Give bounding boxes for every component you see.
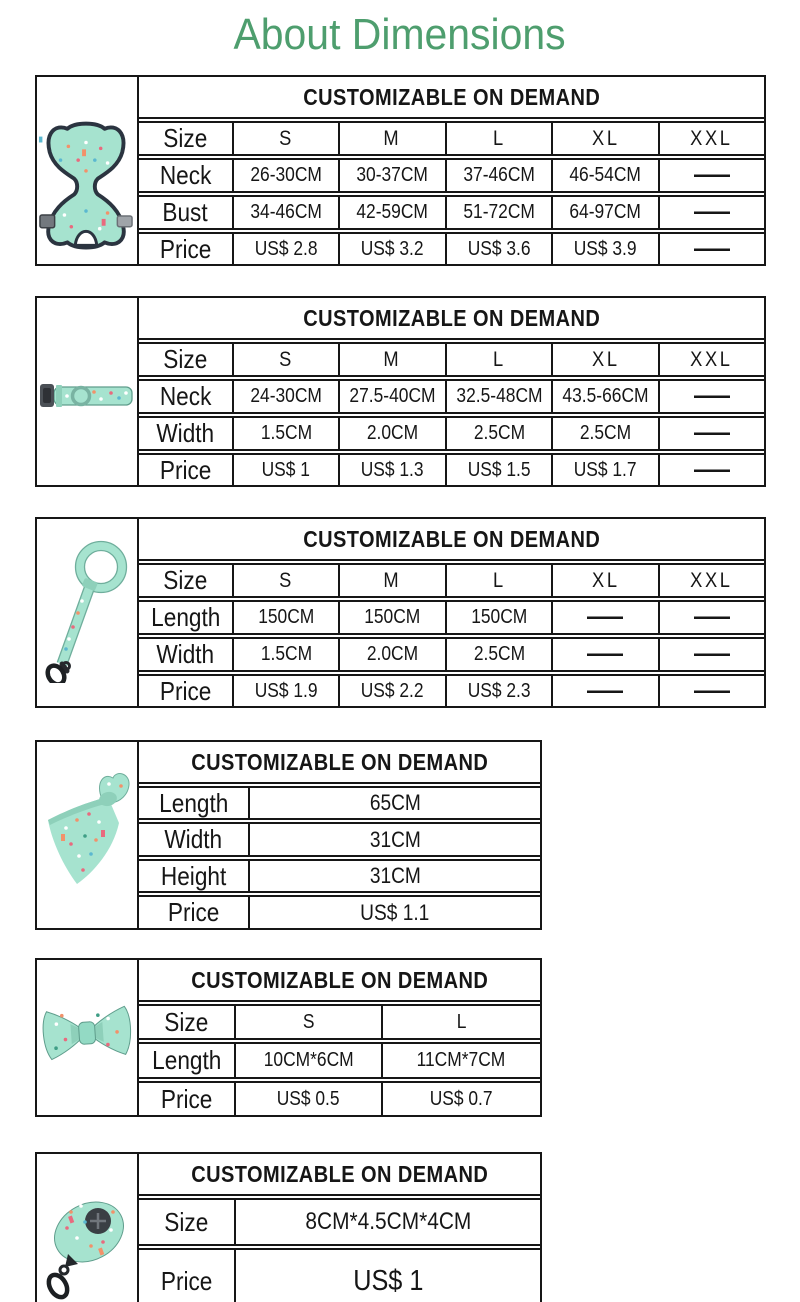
table-row-height xyxy=(137,859,542,893)
value-text: L xyxy=(456,1010,467,1033)
value-text: 8CM*4.5CM*4CM xyxy=(305,1208,471,1235)
table-header-row xyxy=(137,740,542,784)
value-cell xyxy=(658,676,764,706)
value-cell xyxy=(248,788,540,818)
value-text: L xyxy=(492,568,506,592)
row-label-text: Width xyxy=(156,639,215,669)
row-label xyxy=(139,123,232,154)
value-text: US$ 0.5 xyxy=(276,1087,340,1110)
value-text: M xyxy=(383,126,402,150)
row-label xyxy=(139,234,232,264)
table-row-size xyxy=(137,1004,542,1040)
row-label xyxy=(139,788,248,818)
value-text: US$ 3.6 xyxy=(467,237,531,260)
value-cell xyxy=(338,676,444,706)
value-text: US$ 1.9 xyxy=(254,679,318,702)
value-cell xyxy=(658,381,764,412)
value-text: S xyxy=(278,347,294,371)
row-label-text: Price xyxy=(160,1083,213,1114)
value-text: M xyxy=(383,347,402,371)
row-label xyxy=(139,824,248,855)
value-text: US$ 2.2 xyxy=(361,679,425,702)
table-row-price xyxy=(137,232,766,266)
row-label xyxy=(139,1044,234,1077)
row-label xyxy=(139,861,248,891)
spec-table xyxy=(137,296,766,487)
value-text: 1.5CM xyxy=(260,643,312,665)
spec-table xyxy=(137,740,542,930)
value-text: 30-37CM xyxy=(356,164,429,186)
value-text: 46-54CM xyxy=(569,164,642,186)
value-cell xyxy=(338,455,444,485)
row-label-text: Height xyxy=(160,861,227,891)
value-text: 32.5-48CM xyxy=(455,385,543,407)
table-header-text: CUSTOMIZABLE ON DEMAND xyxy=(190,748,489,775)
value-text: 42-59CM xyxy=(356,201,429,223)
table-row-price xyxy=(137,674,766,708)
value-cell xyxy=(658,160,764,191)
value-text: 37-46CM xyxy=(463,164,535,186)
value-text: — xyxy=(587,676,624,705)
value-text: 11CM*7CM xyxy=(416,1049,506,1071)
row-label-text: Width xyxy=(164,824,223,854)
table-header xyxy=(139,77,764,117)
table-header-row xyxy=(137,75,766,119)
value-cell xyxy=(658,602,764,633)
table-row-price xyxy=(137,895,542,930)
value-cell xyxy=(248,861,540,891)
dog-bandana-image xyxy=(37,742,139,928)
value-text: XL xyxy=(591,126,620,150)
table-row-size xyxy=(137,121,766,156)
product-tables-container xyxy=(0,66,800,1302)
value-cell xyxy=(338,639,444,670)
value-cell xyxy=(658,418,764,449)
value-text: US$ 1.1 xyxy=(360,899,430,925)
value-cell xyxy=(338,234,444,264)
value-cell xyxy=(445,565,551,596)
row-label-text: Size xyxy=(163,123,208,153)
row-label-text: Width xyxy=(156,418,215,448)
value-text: 31CM xyxy=(369,826,421,852)
row-label xyxy=(139,1083,234,1115)
dog-collar-image xyxy=(37,298,139,485)
value-cell xyxy=(338,160,444,191)
row-label xyxy=(139,1250,234,1302)
value-cell xyxy=(551,639,657,670)
value-text: 2.0CM xyxy=(366,422,419,444)
table-header xyxy=(139,742,540,782)
value-cell xyxy=(658,565,764,596)
value-text: US$ 1.5 xyxy=(467,458,531,481)
value-text: — xyxy=(693,198,730,226)
value-text: — xyxy=(693,603,730,631)
value-cell xyxy=(338,197,444,228)
table-header xyxy=(139,1154,540,1194)
value-text: XL xyxy=(591,568,620,592)
value-cell xyxy=(232,639,338,670)
value-text: XXL xyxy=(690,347,734,371)
row-label xyxy=(139,418,232,449)
value-cell xyxy=(551,565,657,596)
value-text: — xyxy=(693,161,730,189)
table-header-row xyxy=(137,958,542,1002)
value-cell xyxy=(445,455,551,485)
value-cell xyxy=(232,455,338,485)
value-cell xyxy=(338,602,444,633)
value-cell xyxy=(551,418,657,449)
value-cell xyxy=(445,234,551,264)
value-text: US$ 2.3 xyxy=(467,679,531,702)
product-table-dog-collar xyxy=(35,296,766,487)
row-label xyxy=(139,1200,234,1244)
value-cell xyxy=(551,344,657,375)
value-cell xyxy=(381,1083,540,1115)
row-label xyxy=(139,455,232,485)
table-header-text: CUSTOMIZABLE ON DEMAND xyxy=(302,525,601,552)
row-label-text: Price xyxy=(167,897,220,927)
table-row-neck xyxy=(137,158,766,193)
value-cell xyxy=(234,1200,540,1244)
product-table-dog-leash xyxy=(35,517,766,708)
value-text: S xyxy=(278,126,294,150)
table-header-row xyxy=(137,296,766,340)
row-label-text: Size xyxy=(163,344,208,374)
value-cell xyxy=(232,565,338,596)
value-text: — xyxy=(693,455,730,484)
value-text: 2.5CM xyxy=(473,643,525,665)
row-label xyxy=(139,676,232,706)
value-text: L xyxy=(492,347,506,371)
value-text: S xyxy=(278,568,294,592)
value-cell xyxy=(232,381,338,412)
row-label xyxy=(139,897,248,928)
page-title xyxy=(0,0,800,66)
value-cell xyxy=(234,1006,381,1038)
value-cell xyxy=(381,1044,540,1077)
value-text: XXL xyxy=(690,126,734,150)
value-cell xyxy=(445,197,551,228)
value-text: — xyxy=(693,640,730,668)
value-text: S xyxy=(302,1010,315,1033)
value-cell xyxy=(445,676,551,706)
value-text: 2.5CM xyxy=(579,422,632,444)
value-cell xyxy=(658,455,764,485)
value-cell xyxy=(232,676,338,706)
row-label-text: Price xyxy=(160,1265,213,1296)
row-label-text: Neck xyxy=(159,381,212,411)
table-header-text: CUSTOMIZABLE ON DEMAND xyxy=(302,304,601,331)
value-text: 43.5-66CM xyxy=(562,385,649,407)
value-cell xyxy=(234,1083,381,1115)
row-label-text: Size xyxy=(164,1006,209,1037)
value-cell xyxy=(445,344,551,375)
value-cell xyxy=(445,602,551,633)
row-label-text: Size xyxy=(163,565,208,595)
value-text: 64-97CM xyxy=(569,201,642,223)
product-table-poop-bag-holder xyxy=(35,1152,542,1302)
value-text: 2.5CM xyxy=(473,422,525,444)
value-text: US$ 3.2 xyxy=(361,237,425,260)
value-cell xyxy=(445,418,551,449)
spec-table xyxy=(137,1152,542,1302)
value-cell xyxy=(232,234,338,264)
value-cell xyxy=(248,897,540,928)
row-label-text: Price xyxy=(159,676,212,706)
row-label xyxy=(139,344,232,375)
value-text: 31CM xyxy=(369,863,421,888)
table-row-price xyxy=(137,1081,542,1117)
row-label xyxy=(139,639,232,670)
value-text: 150CM xyxy=(364,606,421,628)
value-text: US$ 1 xyxy=(352,1264,424,1297)
product-table-dog-bandana xyxy=(35,740,542,930)
value-cell xyxy=(232,602,338,633)
value-text: 34-46CM xyxy=(250,201,322,223)
value-text: M xyxy=(383,568,402,592)
value-cell xyxy=(551,123,657,154)
table-header xyxy=(139,519,764,559)
row-label-text: Length xyxy=(150,602,221,632)
value-text: — xyxy=(693,234,730,263)
table-header-text: CUSTOMIZABLE ON DEMAND xyxy=(302,83,601,110)
row-label xyxy=(139,1006,234,1038)
value-text: 65CM xyxy=(369,790,421,815)
row-label xyxy=(139,565,232,596)
value-cell xyxy=(445,639,551,670)
value-cell xyxy=(445,381,551,412)
value-cell xyxy=(551,676,657,706)
value-text: 27.5-40CM xyxy=(349,385,436,407)
table-row-price xyxy=(137,1248,542,1302)
table-row-size xyxy=(137,342,766,377)
value-text: 150CM xyxy=(258,606,315,628)
value-text: — xyxy=(693,419,730,447)
value-cell xyxy=(551,160,657,191)
value-cell xyxy=(232,123,338,154)
value-text: US$ 1 xyxy=(262,458,311,481)
table-row-width xyxy=(137,416,766,451)
row-label xyxy=(139,381,232,412)
table-row-width xyxy=(137,822,542,857)
value-cell xyxy=(338,344,444,375)
value-cell xyxy=(232,418,338,449)
table-row-width xyxy=(137,637,766,672)
table-row-size xyxy=(137,1198,542,1246)
value-text: US$ 0.7 xyxy=(429,1087,493,1110)
value-text: L xyxy=(492,126,506,150)
value-cell xyxy=(232,197,338,228)
row-label xyxy=(139,160,232,191)
table-row-length xyxy=(137,1042,542,1079)
value-text: — xyxy=(587,603,624,631)
value-text: 150CM xyxy=(470,606,528,628)
value-cell xyxy=(234,1044,381,1077)
value-text: — xyxy=(693,382,730,410)
table-row-neck xyxy=(137,379,766,414)
value-cell xyxy=(234,1250,540,1302)
table-row-bust xyxy=(137,195,766,230)
row-label-text: Length xyxy=(151,1045,222,1075)
table-row-length xyxy=(137,786,542,820)
value-text: 10CM*6CM xyxy=(263,1049,354,1071)
value-cell xyxy=(658,344,764,375)
value-cell xyxy=(232,160,338,191)
value-text: 2.0CM xyxy=(366,643,419,665)
table-row-size xyxy=(137,563,766,598)
value-text: 26-30CM xyxy=(250,164,322,186)
value-cell xyxy=(658,197,764,228)
table-header-text: CUSTOMIZABLE ON DEMAND xyxy=(190,966,489,993)
value-text: 1.5CM xyxy=(260,422,312,444)
row-label xyxy=(139,602,232,633)
spec-table xyxy=(137,517,766,708)
value-cell xyxy=(551,197,657,228)
table-header xyxy=(139,960,540,1000)
table-row-length xyxy=(137,600,766,635)
value-cell xyxy=(338,381,444,412)
table-header-text: CUSTOMIZABLE ON DEMAND xyxy=(190,1160,489,1187)
value-text: 24-30CM xyxy=(250,385,322,407)
value-cell xyxy=(658,639,764,670)
value-cell xyxy=(658,123,764,154)
value-text: US$ 3.9 xyxy=(573,237,637,260)
value-text: US$ 1.3 xyxy=(361,458,425,481)
row-label-text: Neck xyxy=(159,160,212,190)
value-cell xyxy=(551,455,657,485)
value-text: 51-72CM xyxy=(463,201,535,223)
value-cell xyxy=(445,160,551,191)
dog-leash-image xyxy=(37,519,139,706)
value-cell xyxy=(232,344,338,375)
table-header-row xyxy=(137,1152,542,1196)
value-cell xyxy=(551,381,657,412)
value-cell xyxy=(338,123,444,154)
value-text: US$ 1.7 xyxy=(573,458,637,481)
value-text: US$ 2.8 xyxy=(254,237,318,260)
value-cell xyxy=(248,824,540,855)
spec-table xyxy=(137,75,766,266)
table-header xyxy=(139,298,764,338)
row-label-text: Size xyxy=(164,1206,209,1237)
row-label-text: Length xyxy=(158,788,229,818)
poop-bag-holder-image xyxy=(37,1154,139,1302)
value-cell xyxy=(338,418,444,449)
table-header-row xyxy=(137,517,766,561)
value-cell xyxy=(338,565,444,596)
spec-table xyxy=(137,958,542,1117)
value-cell xyxy=(445,123,551,154)
row-label-text: Price xyxy=(159,234,212,264)
row-label-text: Price xyxy=(159,455,212,485)
dog-harness-image xyxy=(37,77,139,264)
product-table-dog-bow-tie xyxy=(35,958,542,1117)
product-table-dog-harness xyxy=(35,75,766,266)
value-cell xyxy=(658,234,764,264)
value-text: XXL xyxy=(690,568,734,592)
value-cell xyxy=(551,234,657,264)
dog-bow-tie-image xyxy=(37,960,139,1115)
value-text: — xyxy=(693,676,730,705)
value-text: XL xyxy=(591,347,620,371)
row-label-text: Bust xyxy=(162,197,209,227)
row-label xyxy=(139,197,232,228)
page-title-text: About Dimensions xyxy=(233,10,567,59)
value-cell xyxy=(551,602,657,633)
value-text: — xyxy=(587,640,624,668)
value-cell xyxy=(381,1006,540,1038)
table-row-price xyxy=(137,453,766,487)
